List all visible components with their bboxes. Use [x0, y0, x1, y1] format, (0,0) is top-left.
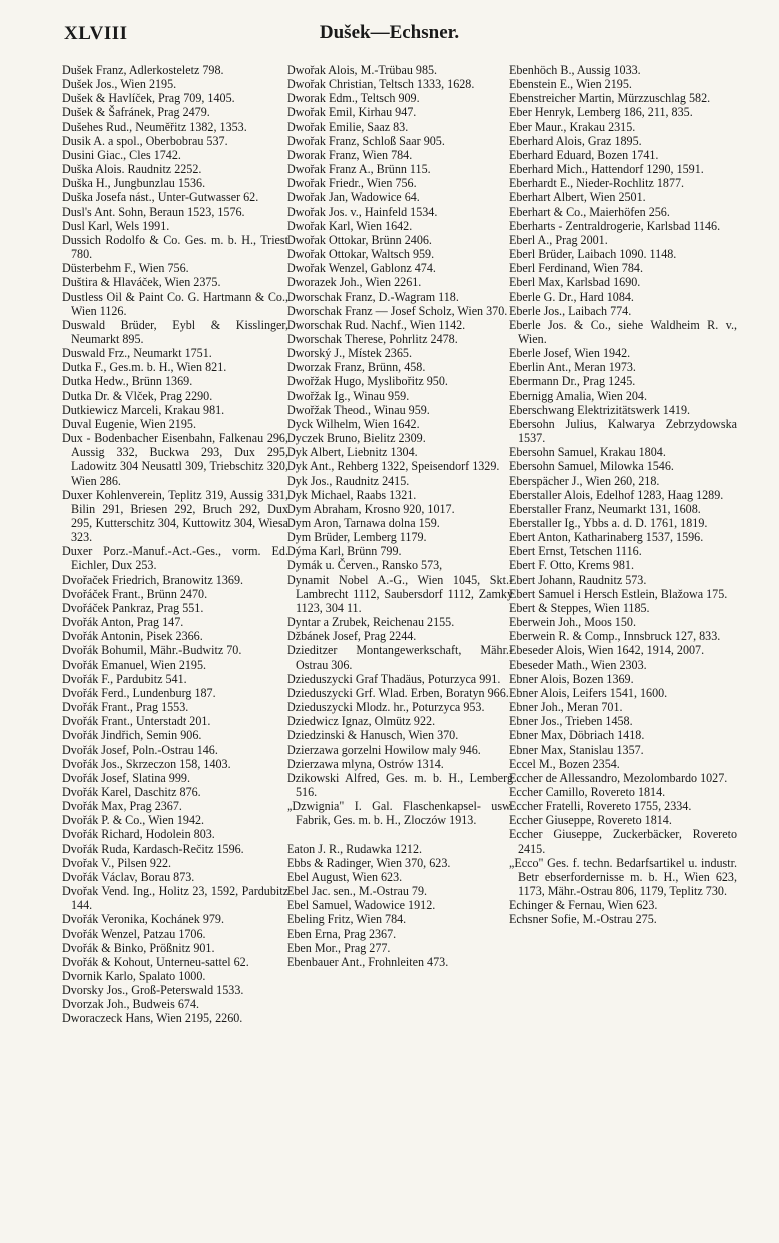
- directory-entry: Eber Maur., Krakau 2315.: [509, 119, 636, 134]
- directory-entry: Dwořak Jos. v., Hainfeld 1534.: [287, 204, 438, 219]
- directory-entry: Dvořák Jos., Skrzeczon 158, 1403.: [62, 756, 231, 771]
- directory-entry: Dvořák Jindřich, Semin 906.: [62, 728, 202, 743]
- directory-entry: Ebner Joh., Meran 701.: [509, 700, 623, 715]
- directory-entry: Ebernigg Amalia, Wien 204.: [509, 388, 648, 403]
- directory-entry: Eccher de Allessandro, Mezolombardo 1027.: [509, 770, 728, 785]
- directory-entry: Dworský J., Místek 2365.: [287, 346, 412, 361]
- directory-entry: Dworaczeck Hans, Wien 2195, 2260.: [62, 1011, 243, 1026]
- directory-entry: Eberhardt E., Nieder-Rochlitz 1877.: [509, 176, 685, 191]
- directory-entry: Ebert Ernst, Tetschen 1116.: [509, 544, 642, 559]
- directory-entry: Dworzak Franz, Brünn, 458.: [287, 360, 426, 375]
- directory-entry: Dvorzak Joh., Budweis 674.: [62, 997, 200, 1012]
- directory-entry: Ebert Anton, Katharinaberg 1537, 1596.: [509, 530, 704, 545]
- directory-entry: Dvornik Karlo, Spalato 1000.: [62, 969, 206, 983]
- directory-entry: Eberhart Albert, Wien 2501.: [509, 190, 646, 205]
- directory-entry: Dworschak Rud. Nachf., Wien 1142.: [287, 317, 466, 332]
- directory-entry: Dušek Franz, Adlerkosteletz 798.: [62, 63, 224, 77]
- directory-entry: Ebersohn Julius, Kalwarya Zebrzydowska 1537.: [509, 416, 737, 446]
- directory-entry: Eccher Fratelli, Rovereto 1755, 2334.: [509, 799, 692, 814]
- directory-entry: Dzieduszycki Grf. Wlad. Erben, Boratyn 966.: [287, 685, 509, 700]
- directory-entry: Dzieditzer Montangewerkschaft, Mähr.-Ostrau 306.: [287, 643, 513, 672]
- directory-entry: Ebersohn Samuel, Milowka 1546.: [509, 459, 674, 474]
- directory-entry: Džbánek Josef, Prag 2244.: [287, 629, 417, 644]
- directory-entry: Duswald Frz., Neumarkt 1751.: [62, 346, 212, 361]
- page-title: Dušek—Echsner.: [319, 22, 460, 43]
- directory-entry: Dyk Michael, Raabs 1321.: [287, 487, 417, 502]
- directory-entry: Dworschak Franz, D.-Wagram 118.: [287, 289, 459, 304]
- directory-entry: Dvořák & Binko, Prößnitz 901.: [62, 940, 215, 955]
- directory-entry: Ebbs & Radinger, Wien 370, 623.: [287, 855, 451, 870]
- directory-entry: Dyntar a Zrubek, Reichenau 2155.: [287, 615, 455, 630]
- directory-entry: Dusik A. a spol., Oberbobrau 537.: [62, 133, 228, 148]
- directory-entry: Eberlin Ant., Meran 1973.: [509, 360, 636, 375]
- directory-entry: Dutkiewicz Marceli, Krakau 981.: [62, 402, 225, 417]
- directory-entry: Eber Henryk, Lemberg 186, 211, 835.: [509, 105, 693, 120]
- directory-entry: Dvořák Josef, Slatina 999.: [62, 770, 190, 785]
- directory-entry: Dusl Karl, Wels 1991.: [62, 218, 170, 233]
- directory-entry: Dzieduszycki Graf Thadäus, Poturzyca 991.: [287, 671, 501, 686]
- directory-entry: Eccher Camillo, Rovereto 1814.: [509, 784, 666, 799]
- directory-entry: Dvořák Anton, Prag 147.: [62, 615, 184, 630]
- directory-entry: Dwořak Ottokar, Waltsch 959.: [287, 247, 435, 262]
- directory-entry: Dworschak Franz — Josef Scholz, Wien 370.: [287, 303, 508, 318]
- directory-entry: Eben Mor., Prag 277.: [287, 940, 391, 955]
- directory-entry: Echsner Sofie, M.-Ostrau 275.: [509, 912, 657, 927]
- directory-entry: Dvořák P. & Co., Wien 1942.: [62, 813, 205, 828]
- directory-entry: Ebert Johann, Raudnitz 573.: [509, 572, 647, 587]
- directory-entry: Eberstaller Franz, Neumarkt 131, 1608.: [509, 501, 701, 516]
- directory-entry: Eccel M., Bozen 2354.: [509, 756, 620, 771]
- directory-entry: Eberle Josef, Wien 1942.: [509, 346, 631, 361]
- directory-entry: Dzierzawa gorzelni Howilow maly 946.: [287, 742, 481, 757]
- directory-entry: Dušek Jos., Wien 2195.: [62, 77, 177, 92]
- directory-entry: Dyk Ant., Rehberg 1322, Speisendorf 1329.: [287, 459, 500, 474]
- directory-entry: Dwořak Jan, Wadowice 64.: [287, 190, 420, 205]
- directory-entry: Eberle Jos., Laibach 774.: [509, 303, 632, 318]
- directory-entry: Eberl Max, Karlsbad 1690.: [509, 275, 641, 290]
- directory-entry: Dwořak Karl, Wien 1642.: [287, 218, 413, 233]
- directory-entry: Dvořák Frant., Prag 1553.: [62, 700, 189, 715]
- directory-entry: Ebert Samuel i Hersch Estlein, Blažowa 175.: [509, 586, 728, 601]
- directory-entry: Dym Aron, Tarnawa dolna 159.: [287, 516, 440, 530]
- directory-entry: Düsterbehm F., Wien 756.: [62, 261, 189, 276]
- directory-entry: Eberstaller Ig., Ybbs a. d. D. 1761, 1819.: [509, 516, 708, 530]
- directory-entry: Dwořak Ottokar, Brünn 2406.: [287, 232, 432, 247]
- directory-entry: Duška H., Jungbunzlau 1536.: [62, 176, 206, 191]
- directory-entry: Dynamit Nobel A.-G., Wien 1045, Skt.-Lambrecht 1112, Saubersdorf 1112, Zamky 1123, 304 11.: [287, 572, 513, 615]
- directory-entry: Eberspächer J., Wien 260, 218.: [509, 473, 660, 488]
- directory-entry: Eberhard Eduard, Bozen 1741.: [509, 147, 659, 162]
- directory-entry: Dyck Wilhelm, Wien 1642.: [287, 416, 420, 431]
- directory-entry: Duval Eugenie, Wien 2195.: [62, 416, 196, 431]
- directory-entry: Dvořak Vend. Ing., Holitz 23, 1592, Pardubitz 144.: [62, 884, 288, 913]
- directory-entry: Ebermann Dr., Prag 1245.: [509, 374, 636, 389]
- directory-entry: Eaton J. R., Rudawka 1212.: [287, 841, 423, 856]
- directory-entry: Dzierzawa mlyna, Ostrów 1314.: [287, 756, 444, 771]
- directory-entry: Duswald Brüder, Eybl & Kisslinger, Neumarkt 895.: [62, 317, 288, 346]
- directory-entry: Dvořák & Kohout, Unterneu-sattel 62.: [62, 954, 249, 969]
- column-left: [62, 63, 288, 1026]
- column-middle: [287, 63, 513, 969]
- directory-entry: Dvořák Bohumil, Mähr.-Budwitz 70.: [62, 643, 242, 658]
- directory-entry: Dziedzinski & Hanusch, Wien 370.: [287, 728, 459, 743]
- directory-entry: Dwořžak Theod., Winau 959.: [287, 402, 430, 417]
- directory-entry: Duška Josefa nást., Unter-Gutwasser 62.: [62, 190, 259, 205]
- directory-entry: Duxer Kohlenverein, Teplitz 319, Aussig 331, Bilin 291, Briesen 292, Bruch 292, Dux 295, Kutterschitz 304, Kuttowitz 304, Wiesa 323.: [62, 487, 288, 545]
- directory-entry: Eberwein R. & Comp., Innsbruck 127, 833.: [509, 629, 721, 644]
- directory-entry: Dworak Edm., Teltsch 909.: [287, 91, 420, 106]
- directory-entry: Eberstaller Alois, Edelhof 1283, Haag 1289.: [509, 487, 724, 502]
- directory-entry: Dymák u. Červen., Ransko 573,: [287, 558, 443, 573]
- directory-entry: Ebert F. Otto, Krems 981.: [509, 558, 634, 573]
- directory-entry: Dyk Jos., Raudnitz 2415.: [287, 473, 410, 488]
- directory-entry: Dvořák Ruda, Kardasch-Rečitz 1596.: [62, 841, 244, 856]
- directory-entry: Dzieduszycki Mlodz. hr., Poturzyca 953.: [287, 700, 485, 715]
- directory-entry: Dvořák Frant., Unterstadt 201.: [62, 714, 211, 729]
- directory-entry: Dvořák Václav, Borau 873.: [62, 869, 195, 884]
- directory-entry: Ebner Max, Stanislau 1357.: [509, 742, 644, 757]
- column-right: [509, 63, 737, 927]
- directory-entry: Dwořžak Ig., Winau 959.: [287, 388, 410, 403]
- directory-entry: Dvořáček Pankraz, Prag 551.: [62, 600, 204, 615]
- directory-entry: Dyk Albert, Liebnitz 1304.: [287, 445, 418, 460]
- directory-entry: Eberharts - Zentraldrogerie, Karlsbad 1146.: [509, 218, 721, 233]
- directory-entry: Dvořáček Frant., Brünn 2470.: [62, 586, 208, 601]
- directory-entry: Eccher Giuseppe, Zuckerbäcker, Rovereto 2415.: [509, 827, 737, 856]
- directory-entry: Ebenstreicher Martin, Mürzzuschlag 582.: [509, 91, 711, 106]
- directory-entry: Ebel Samuel, Wadowice 1912.: [287, 898, 436, 913]
- directory-entry: Dym Brüder, Lemberg 1179.: [287, 530, 427, 545]
- directory-entry: Dustless Oil & Paint Co. G. Hartmann & Co., Wien 1126.: [62, 289, 288, 318]
- directory-entry: Ebeseder Alois, Wien 1642, 1914, 2007.: [509, 643, 705, 658]
- directory-entry: Ebenhöch B., Aussig 1033.: [509, 63, 641, 77]
- directory-entry: Eberle Jos. & Co., siehe Waldheim R. v., Wien.: [509, 317, 737, 346]
- directory-entry: Dvořák Veronika, Kochánek 979.: [62, 912, 224, 927]
- directory-entry: Dutka F., Ges.m. b. H., Wien 821.: [62, 360, 227, 375]
- directory-entry: Eberle G. Dr., Hard 1084.: [509, 289, 634, 304]
- directory-entry: Dutka Dr. & Vlček, Prag 2290.: [62, 388, 213, 403]
- directory-entry: Dwořžak Hugo, Myslibořitz 950.: [287, 374, 448, 389]
- directory-entry: Dutka Hedw., Brünn 1369.: [62, 374, 193, 389]
- directory-entry: Dwořak Franz, Schloß Saar 905.: [287, 133, 445, 148]
- directory-entry: Ebner Max, Döbriach 1418.: [509, 728, 645, 743]
- directory-entry: Duška Alois. Raudnitz 2252.: [62, 162, 202, 177]
- section-gap: [287, 827, 513, 841]
- directory-entry: Dusini Giac., Cles 1742.: [62, 147, 181, 162]
- directory-entry: Dzikowski Alfred, Ges. m. b. H., Lemberg 516.: [287, 770, 513, 799]
- directory-entry: Dwořak Wenzel, Gablonz 474.: [287, 261, 436, 276]
- directory-entry: Dwořak Christian, Teltsch 1333, 1628.: [287, 77, 475, 92]
- directory-entry: Ebner Alois, Leifers 1541, 1600.: [509, 685, 668, 700]
- directory-entry: Eccher Giuseppe, Rovereto 1814.: [509, 813, 672, 828]
- directory-entry: Dworak Franz, Wien 784.: [287, 147, 413, 162]
- directory-entry: Dvořaček Friedrich, Branowitz 1369.: [62, 572, 244, 587]
- directory-entry: Eberhard Mich., Hattendorf 1290, 1591.: [509, 162, 704, 177]
- directory-entry: Dušehes Rud., Neuměřitz 1382, 1353.: [62, 119, 247, 134]
- directory-entry: Dvořák F., Pardubitz 541.: [62, 671, 187, 686]
- directory-entry: Dvořák Emanuel, Wien 2195.: [62, 657, 207, 672]
- directory-entry: Dwořak Friedr., Wien 756.: [287, 176, 417, 191]
- directory-entry: Ebenstein E., Wien 2195.: [509, 77, 632, 92]
- directory-entry: Dusl's Ant. Sohn, Beraun 1523, 1576.: [62, 204, 245, 219]
- directory-entry: Dvořák Josef, Poln.-Ostrau 146.: [62, 742, 218, 757]
- directory-entry: Eberl A., Prag 2001.: [509, 232, 608, 247]
- directory-entry: Dussich Rodolfo & Co. Ges. m. b. H., Triest 780.: [62, 232, 288, 262]
- directory-entry: Eberhard Alois, Graz 1895.: [509, 133, 642, 148]
- directory-entry: Ebel August, Wien 623.: [287, 869, 403, 884]
- directory-entry: Dworazek Joh., Wien 2261.: [287, 275, 422, 290]
- directory-entry: Dvorsky Jos., Groß-Peterswald 1533.: [62, 983, 244, 998]
- directory-entry: Eberhart & Co., Maierhöfen 256.: [509, 204, 670, 219]
- directory-entry: Eben Erna, Prag 2367.: [287, 926, 397, 941]
- directory-entry: Ebenbauer Ant., Frohnleiten 473.: [287, 954, 449, 969]
- directory-entry: Ebner Alois, Bozen 1369.: [509, 671, 634, 686]
- directory-entry: Dym Abraham, Krosno 920, 1017.: [287, 501, 455, 516]
- directory-entry: Eberl Brüder, Laibach 1090. 1148.: [509, 247, 677, 262]
- directory-entry: Echinger & Fernau, Wien 623.: [509, 898, 658, 913]
- directory-entry: Dýma Karl, Brünn 799.: [287, 544, 402, 559]
- directory-entry: Dwořak Emilie, Saaz 83.: [287, 119, 409, 134]
- directory-entry: „Ecco" Ges. f. techn. Bedarfsartikel u. industr. Betr ebserfordernisse m. b. H., Wien 623, 1173, Mähr.-Ostrau 806, 1179, Teplitz 730.: [509, 855, 737, 899]
- directory-entry: Dworschak Therese, Pohrlitz 2478.: [287, 331, 458, 346]
- directory-entry: Dwořak Emil, Kirhau 947.: [287, 105, 417, 120]
- directory-entry: Dwořak Franz A., Brünn 115.: [287, 162, 431, 177]
- directory-entry: Ebert & Steppes, Wien 1185.: [509, 600, 650, 615]
- directory-entry: Ebner Jos., Trieben 1458.: [509, 714, 633, 729]
- directory-entry: Dvořák Karel, Daschitz 876.: [62, 784, 201, 799]
- directory-entry: Dvořák Antonin, Pisek 2366.: [62, 629, 203, 644]
- directory-entry: Dvořak V., Pilsen 922.: [62, 855, 172, 870]
- directory-entry: Ebeseder Math., Wien 2303.: [509, 657, 647, 672]
- directory-entry: Eberschwang Elektrizitätswerk 1419.: [509, 402, 691, 417]
- directory-entry: Dvořák Richard, Hodolein 803.: [62, 827, 215, 842]
- directory-entry: Dwořak Alois, M.-Trübau 985.: [287, 63, 438, 77]
- directory-entry: Eberwein Joh., Moos 150.: [509, 615, 636, 630]
- directory-entry: Dvořák Ferd., Lundenburg 187.: [62, 685, 216, 700]
- directory-entry: Dvořák Max, Prag 2367.: [62, 799, 182, 814]
- directory-entry: Dvořák Wenzel, Patzau 1706.: [62, 926, 206, 941]
- directory-entry: Duštira & Hlaváček, Wien 2375.: [62, 275, 221, 290]
- directory-entry: Duxer Porz.-Manuf.-Act.-Ges., vorm. Ed. Eichler, Dux 253.: [62, 544, 288, 573]
- directory-entry: Dux - Bodenbacher Eisenbahn, Falkenau 296, Aussig 332, Buckwa 293, Dux 295, Ladowitz 304 Neusattl 309, Triebschitz 320, Wien 286.: [62, 431, 288, 488]
- directory-entry: Dziedwicz Ignaz, Olmütz 922.: [287, 714, 436, 729]
- directory-entry: Dušek & Šafránek, Prag 2479.: [62, 105, 210, 120]
- directory-entry: Ebeling Fritz, Wien 784.: [287, 912, 407, 927]
- page-number: XLVIII: [64, 23, 128, 44]
- directory-entry: Dušek & Havlíček, Prag 709, 1405.: [62, 91, 235, 106]
- directory-entry: Ebel Jac. sen., M.-Ostrau 79.: [287, 884, 428, 899]
- directory-entry: „Dzwignia" I. Gal. Flaschenkapsel- usw. Fabrik, Ges. m. b. H., Zloczów 1913.: [287, 799, 513, 828]
- directory-entry: Eberl Ferdinand, Wien 784.: [509, 261, 643, 276]
- directory-entry: Ebersohn Samuel, Krakau 1804.: [509, 445, 666, 460]
- directory-entry: Dyczek Bruno, Bielitz 2309.: [287, 431, 426, 446]
